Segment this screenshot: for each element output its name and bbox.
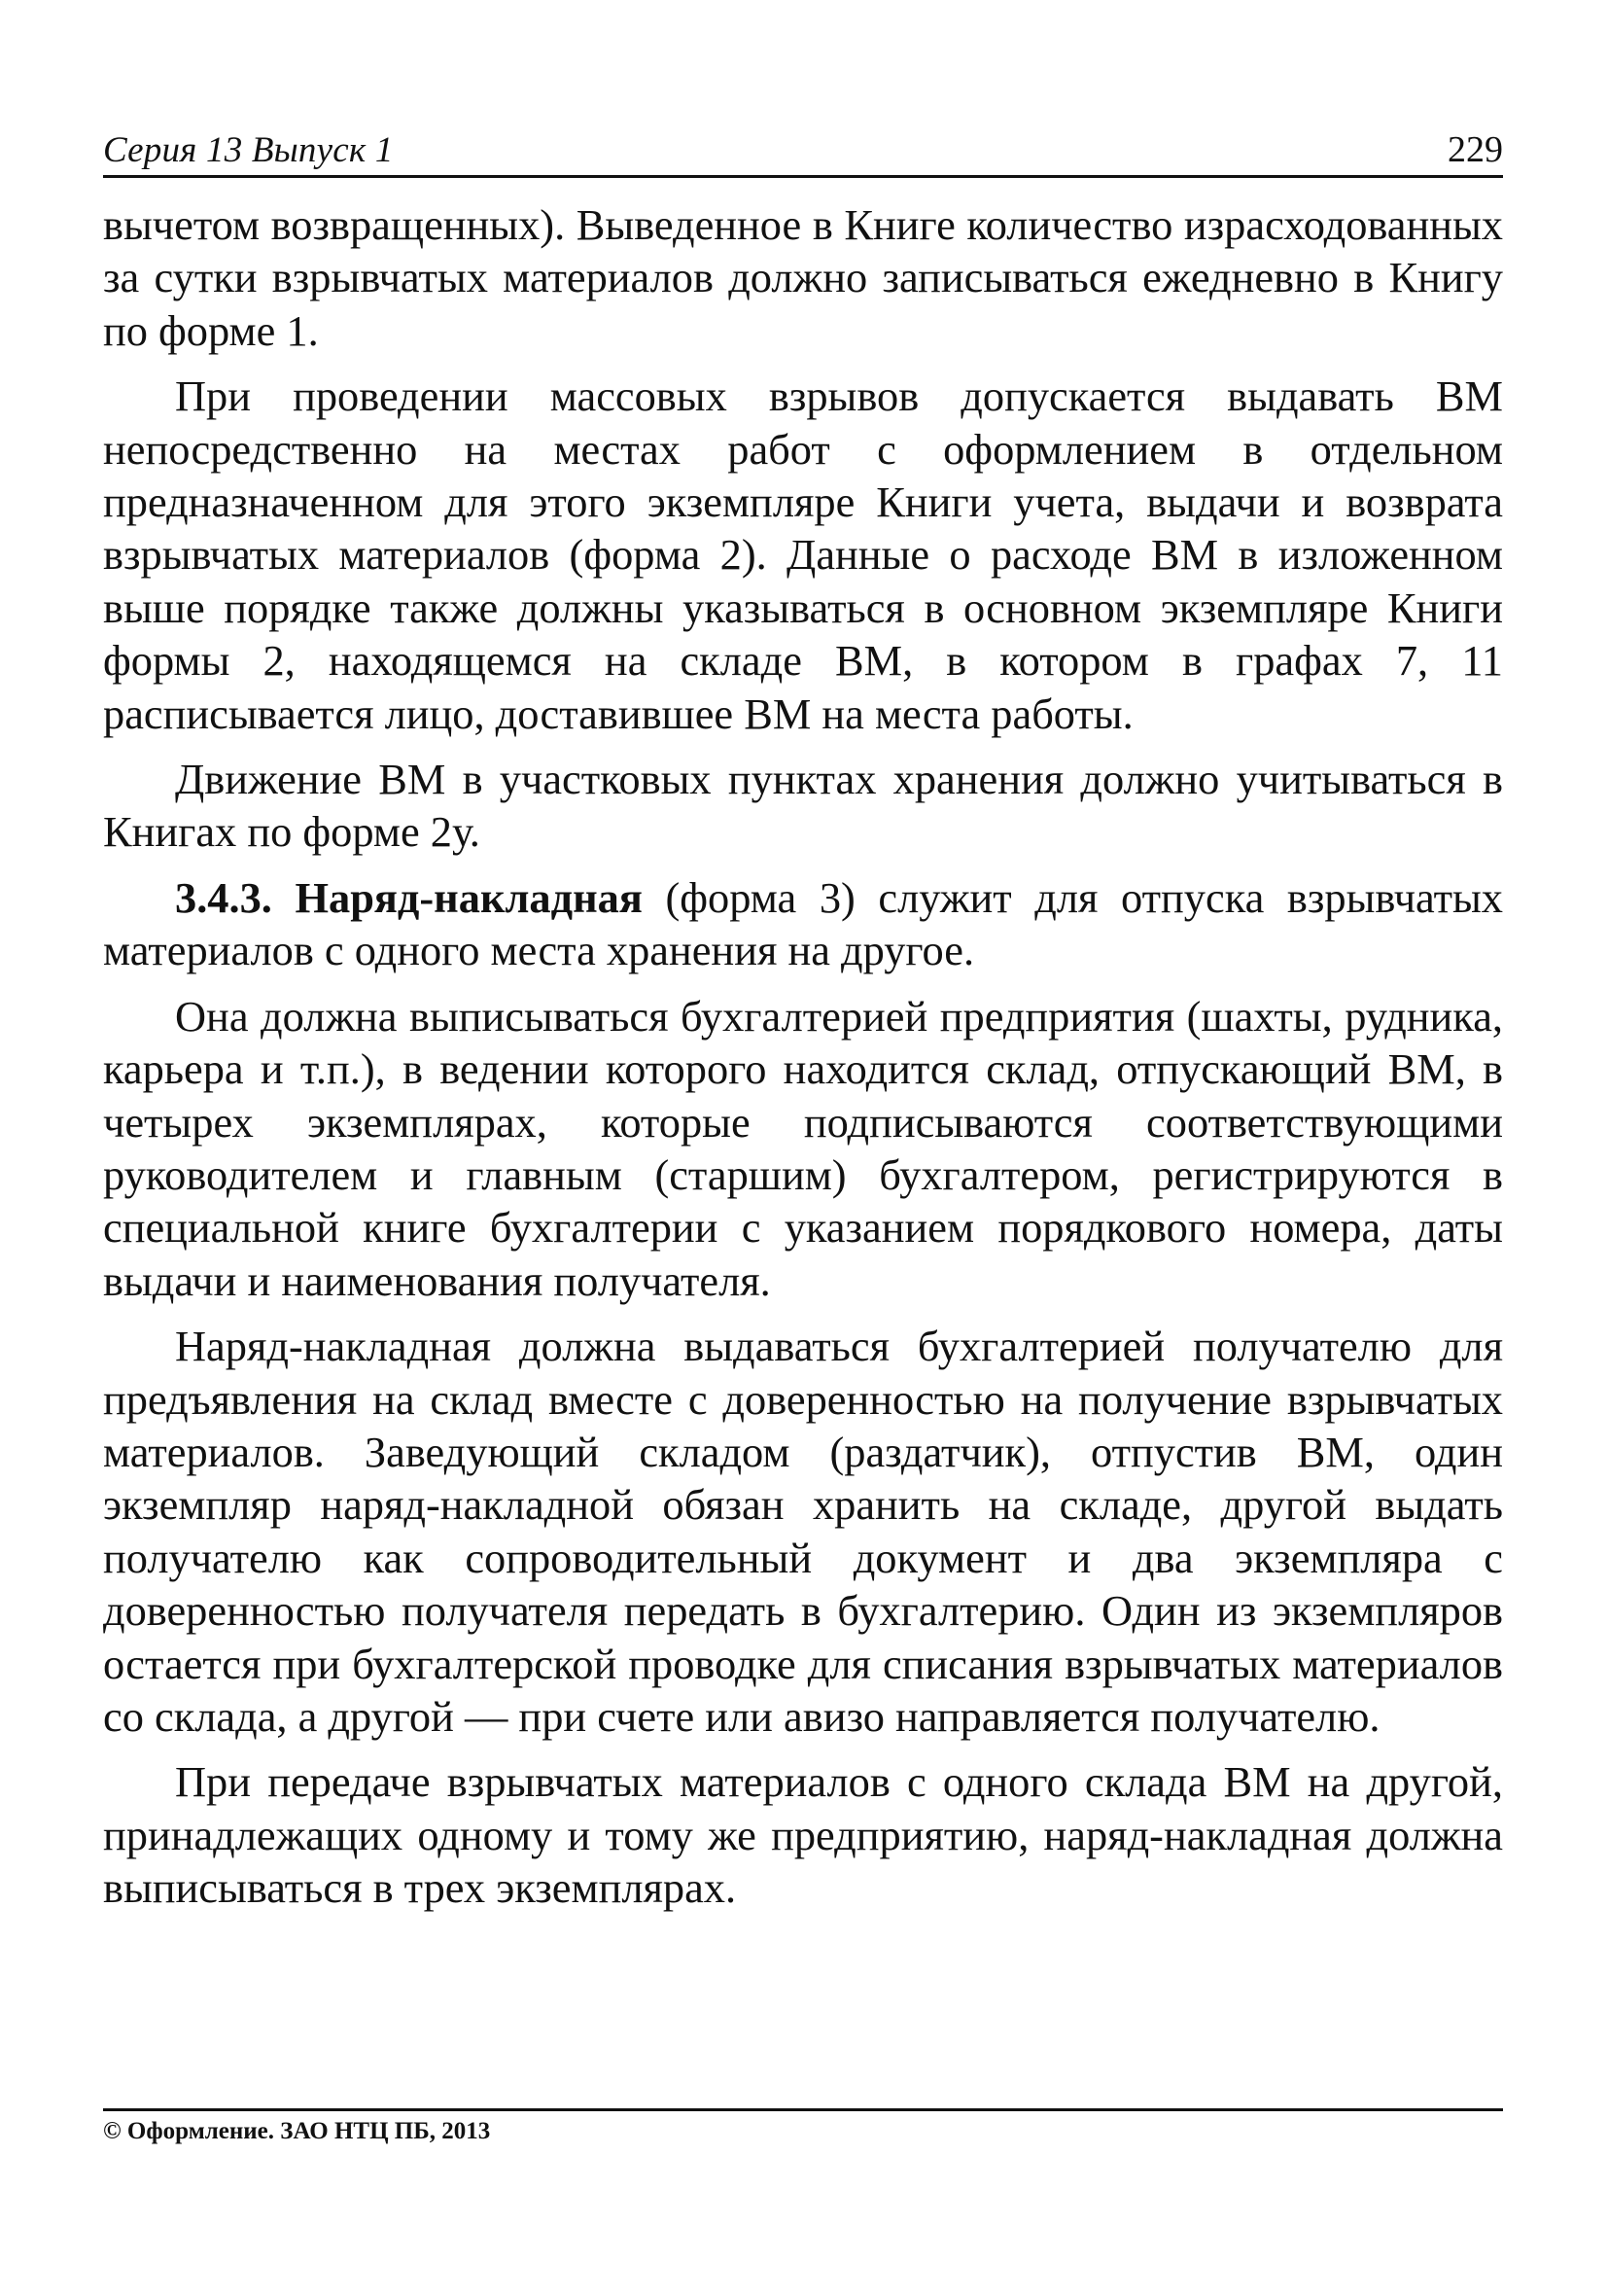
paragraph-text: Наряд-накладная должна выдаваться бухгалтерией получателю для предъявления на склад вместе с доверенностью на получение взрывчатых материалов. Заведующий складом (раздатчик), отпустив ВМ, один экземпляр наряд-накладной обязан хранить на складе, другой выдать получателю как сопроводительный документ и два экземпляра с доверенностью получателя передать в бухгалтерию. Один из экземпляров остается при бухгалтерской проводке для списания взрывчатых материалов со склада, а другой — при счете или авизо направляется получателю.: [103, 1322, 1503, 1741]
running-header: [103, 124, 1503, 178]
series-title: Серия 13 Выпуск 1: [103, 130, 394, 170]
paragraph-continuation: [103, 198, 1503, 357]
paragraph: [103, 370, 1503, 740]
page-number: 229: [1448, 129, 1503, 170]
paragraph: [103, 990, 1503, 1307]
paragraph: [103, 753, 1503, 859]
paragraph-text: При передаче взрывчатых материалов с одного склада ВМ на другой, принадлежащих одному и тому же предприятию, наряд-накладная должна выписываться в трех экземплярах.: [103, 1757, 1503, 1913]
paragraph-text: (форма 3) служит для отпуска взрывчатых материалов с одного места хранения на другое.: [103, 872, 1503, 975]
section-number: 3.4.3.: [175, 872, 272, 922]
page-body: [103, 198, 1503, 1927]
section-paragraph-3-4-3: [103, 871, 1503, 977]
paragraph-text: При проведении массовых взрывов допускается выдавать ВМ непосредственно на местах работ с оформлением в отдельном предназначенном для этого экземпляре Книги учета, выдачи и возврата взрывчатых материалов (форма 2). Данные о расходе ВМ в изложенном выше порядке также должны указываться в основном экземпляре Книги формы 2, находящемся на складе ВМ, в котором в графах 7, 11 расписывается лицо, доставившее ВМ на места работы.: [103, 371, 1503, 738]
paragraph-text: вычетом возвращенных). Выведенное в Книге количество израсходованных за сутки взрывчатых материалов должно записываться ежедневно в Книгу по форме 1.: [103, 200, 1503, 355]
paragraph-text: Движение ВМ в участковых пунктах хранения должно учитываться в Книгах по форме 2у.: [103, 755, 1503, 857]
paragraph: [103, 1755, 1503, 1914]
copyright-footer: © Оформление. ЗАО НТЦ ПБ, 2013: [103, 2118, 491, 2144]
section-title: Наряд-накладная: [295, 872, 643, 922]
footer-divider: [103, 2108, 1503, 2111]
paragraph-text: Она должна выписываться бухгалтерией предприятия (шахты, рудника, карьера и т.п.), в ведении которого находится склад, отпускающий ВМ, в четырех экземплярах, которые подписываются соответствующими руководителем и главным (старшим) бухгалтером, регистрируются в специальной книге бухгалтерии с указанием порядкового номера, даты выдачи и наименования получателя.: [103, 991, 1503, 1305]
paragraph: [103, 1320, 1503, 1743]
